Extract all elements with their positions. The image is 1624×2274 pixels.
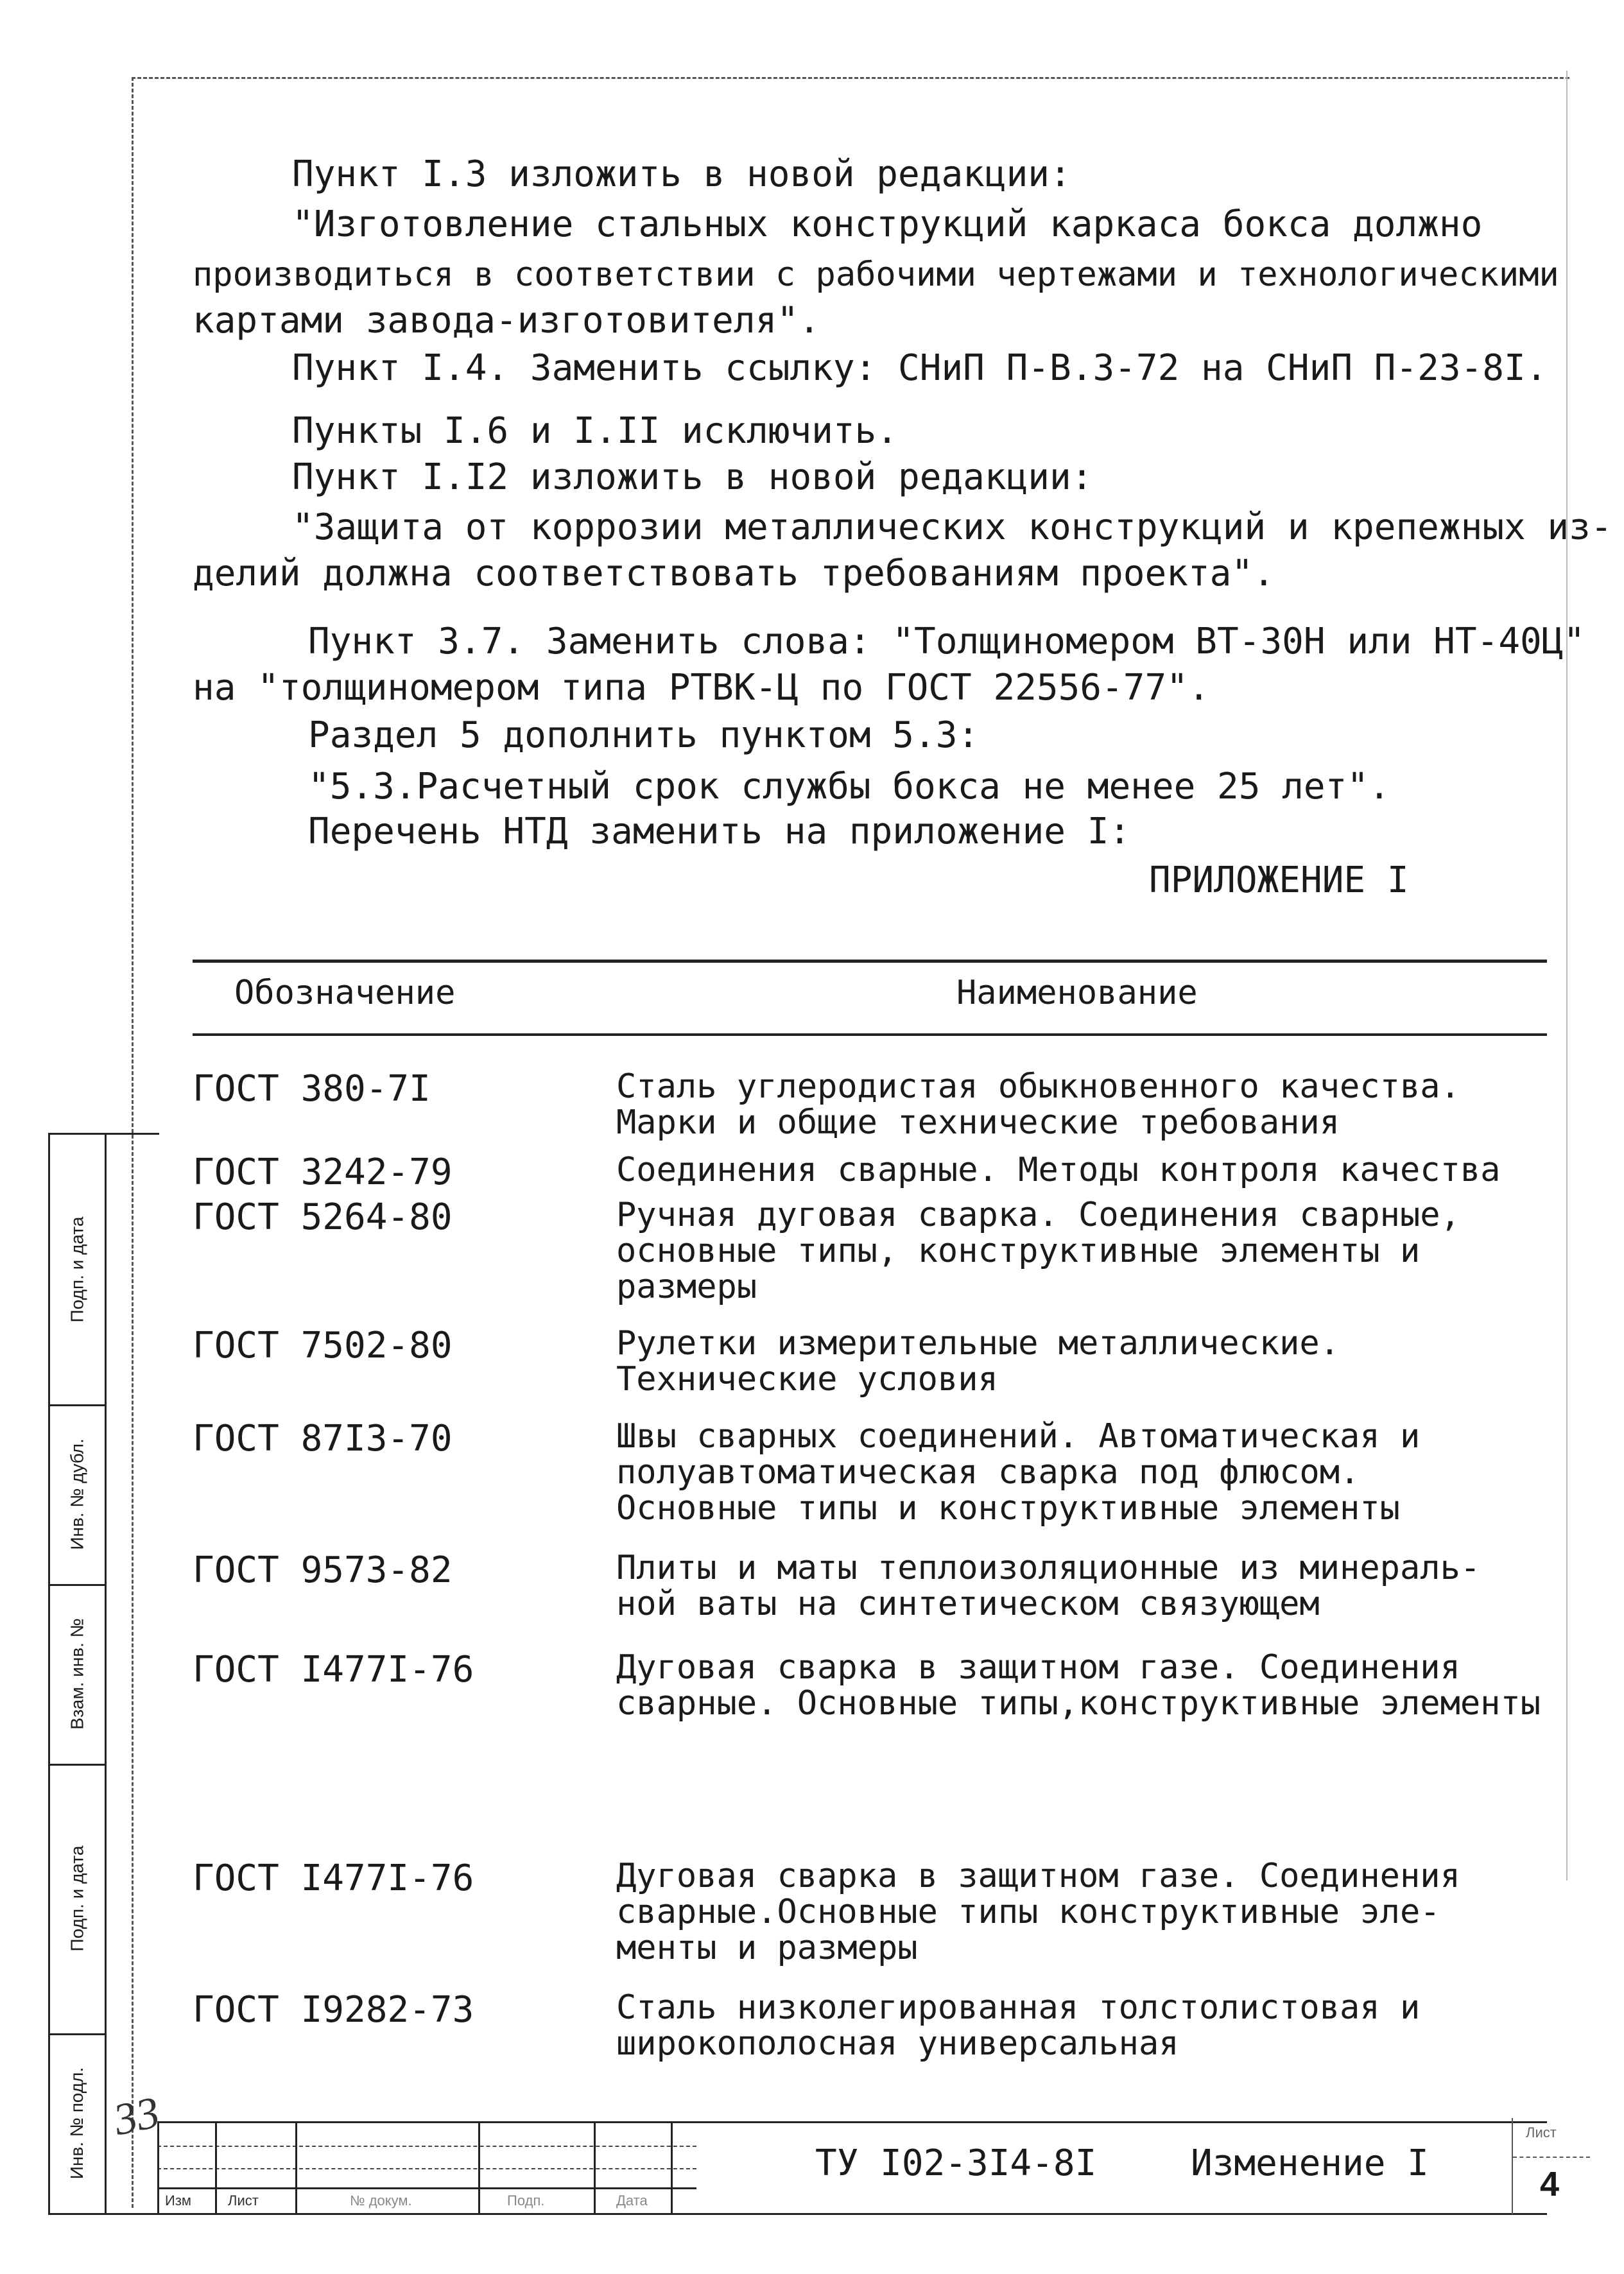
side-stamp-divider [105,1135,107,2213]
table-header-rule [193,1033,1547,1036]
title-block-row-line [157,2146,696,2147]
body-line: Раздел 5 дополнить пунктом 5.3: [308,714,980,756]
standard-code: ГОСТ 380-7I [193,1068,431,1110]
standard-title: Рулетки измерительные металлические. Технические условия [616,1324,1340,1399]
body-line: "5.3.Расчетный срок службы бокса не менее 25 лет". [308,766,1390,807]
table-top-rule [193,960,1547,963]
title-block-col-line [478,2123,480,2213]
side-stamp-label: Подп. и дата [67,1216,87,1323]
title-block-col-label: Изм [165,2192,192,2209]
title-block-row-line [157,2187,696,2189]
sheet-box [1512,2118,1590,2214]
side-stamp-label: Взам. инв. № [67,1618,87,1730]
standard-title: Плиты и маты теплоизоляционные из минераль- ной ваты на синтетическом связующем [616,1549,1481,1623]
table-header-name: Наименование [956,974,1198,1012]
body-line: картами завода-изготовителя". [193,300,820,341]
body-line: Пункт I.4. Заменить ссылку: СНиП П-В.3-72 на СНиП П-23-8I. [292,347,1548,389]
title-block-col-label: Лист [228,2192,259,2209]
standard-title: Сталь углеродистая обыкновенного качества. Марки и общие технические требования [616,1067,1460,1142]
title-block-col-line [215,2123,217,2213]
body-line: Пункт 3.7. Заменить слова: "Толщиномером ВТ-30Н или НТ-40Ц" [308,621,1585,662]
title-block-col-line [594,2123,596,2213]
standard-code: ГОСТ I477I-76 [193,1857,474,1899]
standard-title: Дуговая сварка в защитном газе. Соединения сварные.Основные типы конструктивные эле- менты и размеры [616,1857,1460,1967]
standard-title: Соединения сварные. Методы контроля качества [616,1151,1501,1189]
sheet-box-divider [1513,2157,1590,2158]
title-block [157,2121,1547,2215]
title-block-row-line [157,2168,696,2169]
change-label: Изменение I [1191,2142,1429,2184]
body-line: Пункт I.3 изложить в новой редакции: [292,153,1071,195]
body-line: "Изготовление стальных конструкций каркаса бокса должно [292,203,1483,245]
appendix-title: ПРИЛОЖЕНИЕ I [1149,859,1409,901]
sheet-number: 4 [1540,2165,1560,2203]
table-header-code: Обозначение [234,974,456,1012]
body-line: Пункты I.6 и I.II исключить. [292,410,899,452]
title-block-col-line [295,2123,297,2213]
title-block-col-line [671,2123,673,2213]
body-line: "Защита от коррозии металлических конструкций и крепежных из- [292,506,1612,548]
standard-code: ГОСТ I477I-76 [193,1649,474,1691]
sheet-label: Лист [1526,2124,1557,2140]
body-line: делий должна соответствовать требованиям проекта". [193,553,1275,594]
title-block-col-label: № докум. [350,2192,412,2209]
body-line: Пункт I.I2 изложить в новой редакции: [292,456,1093,498]
body-line: Перечень НТД заменить на приложение I: [308,811,1131,852]
handwritten-number: 33 [109,2087,164,2146]
side-stamp-label: Инв. № дубл. [67,1438,87,1550]
standard-code: ГОСТ 9573-82 [193,1549,453,1591]
standard-code: ГОСТ 3242-79 [193,1151,453,1193]
standard-code: ГОСТ 7502-80 [193,1325,453,1366]
body-line: производиться в соответствии с рабочими чертежами и технологическими [193,255,1559,294]
document-code: ТУ I02-3I4-8I [815,2142,1097,2184]
standard-title: Дуговая сварка в защитном газе. Соединения сварные. Основные типы,конструктивные элементы [616,1648,1541,1723]
side-stamp-label: Инв. № подл. [67,2067,87,2180]
standard-title: Швы сварных соединений. Автоматическая и полуавтоматическая сварка под флюсом. Основные типы и конструктивные элементы [616,1417,1421,1528]
title-block-col-label: Подп. [507,2192,545,2209]
standard-title: Сталь низколегированная толстолистовая и широкополосная универсальная [616,1988,1421,2063]
title-block-col-label: Дата [616,2192,648,2209]
side-stamp-label: Подп. и дата [67,1845,87,1952]
frame-top-border [132,77,1569,79]
title-block-col-line [157,2123,159,2213]
standard-code: ГОСТ 5264-80 [193,1196,453,1238]
frame-right-border [1566,71,1568,1881]
standard-code: ГОСТ I9282-73 [193,1989,474,2031]
standard-title: Ручная дуговая сварка. Соединения сварные, основные типы, конструктивные элементы и размеры [616,1196,1460,1306]
body-line: на "толщиномером типа РТВК-Ц по ГОСТ 22556-77". [193,667,1210,709]
side-stamp [48,1133,164,2215]
standard-code: ГОСТ 87I3-70 [193,1418,453,1460]
